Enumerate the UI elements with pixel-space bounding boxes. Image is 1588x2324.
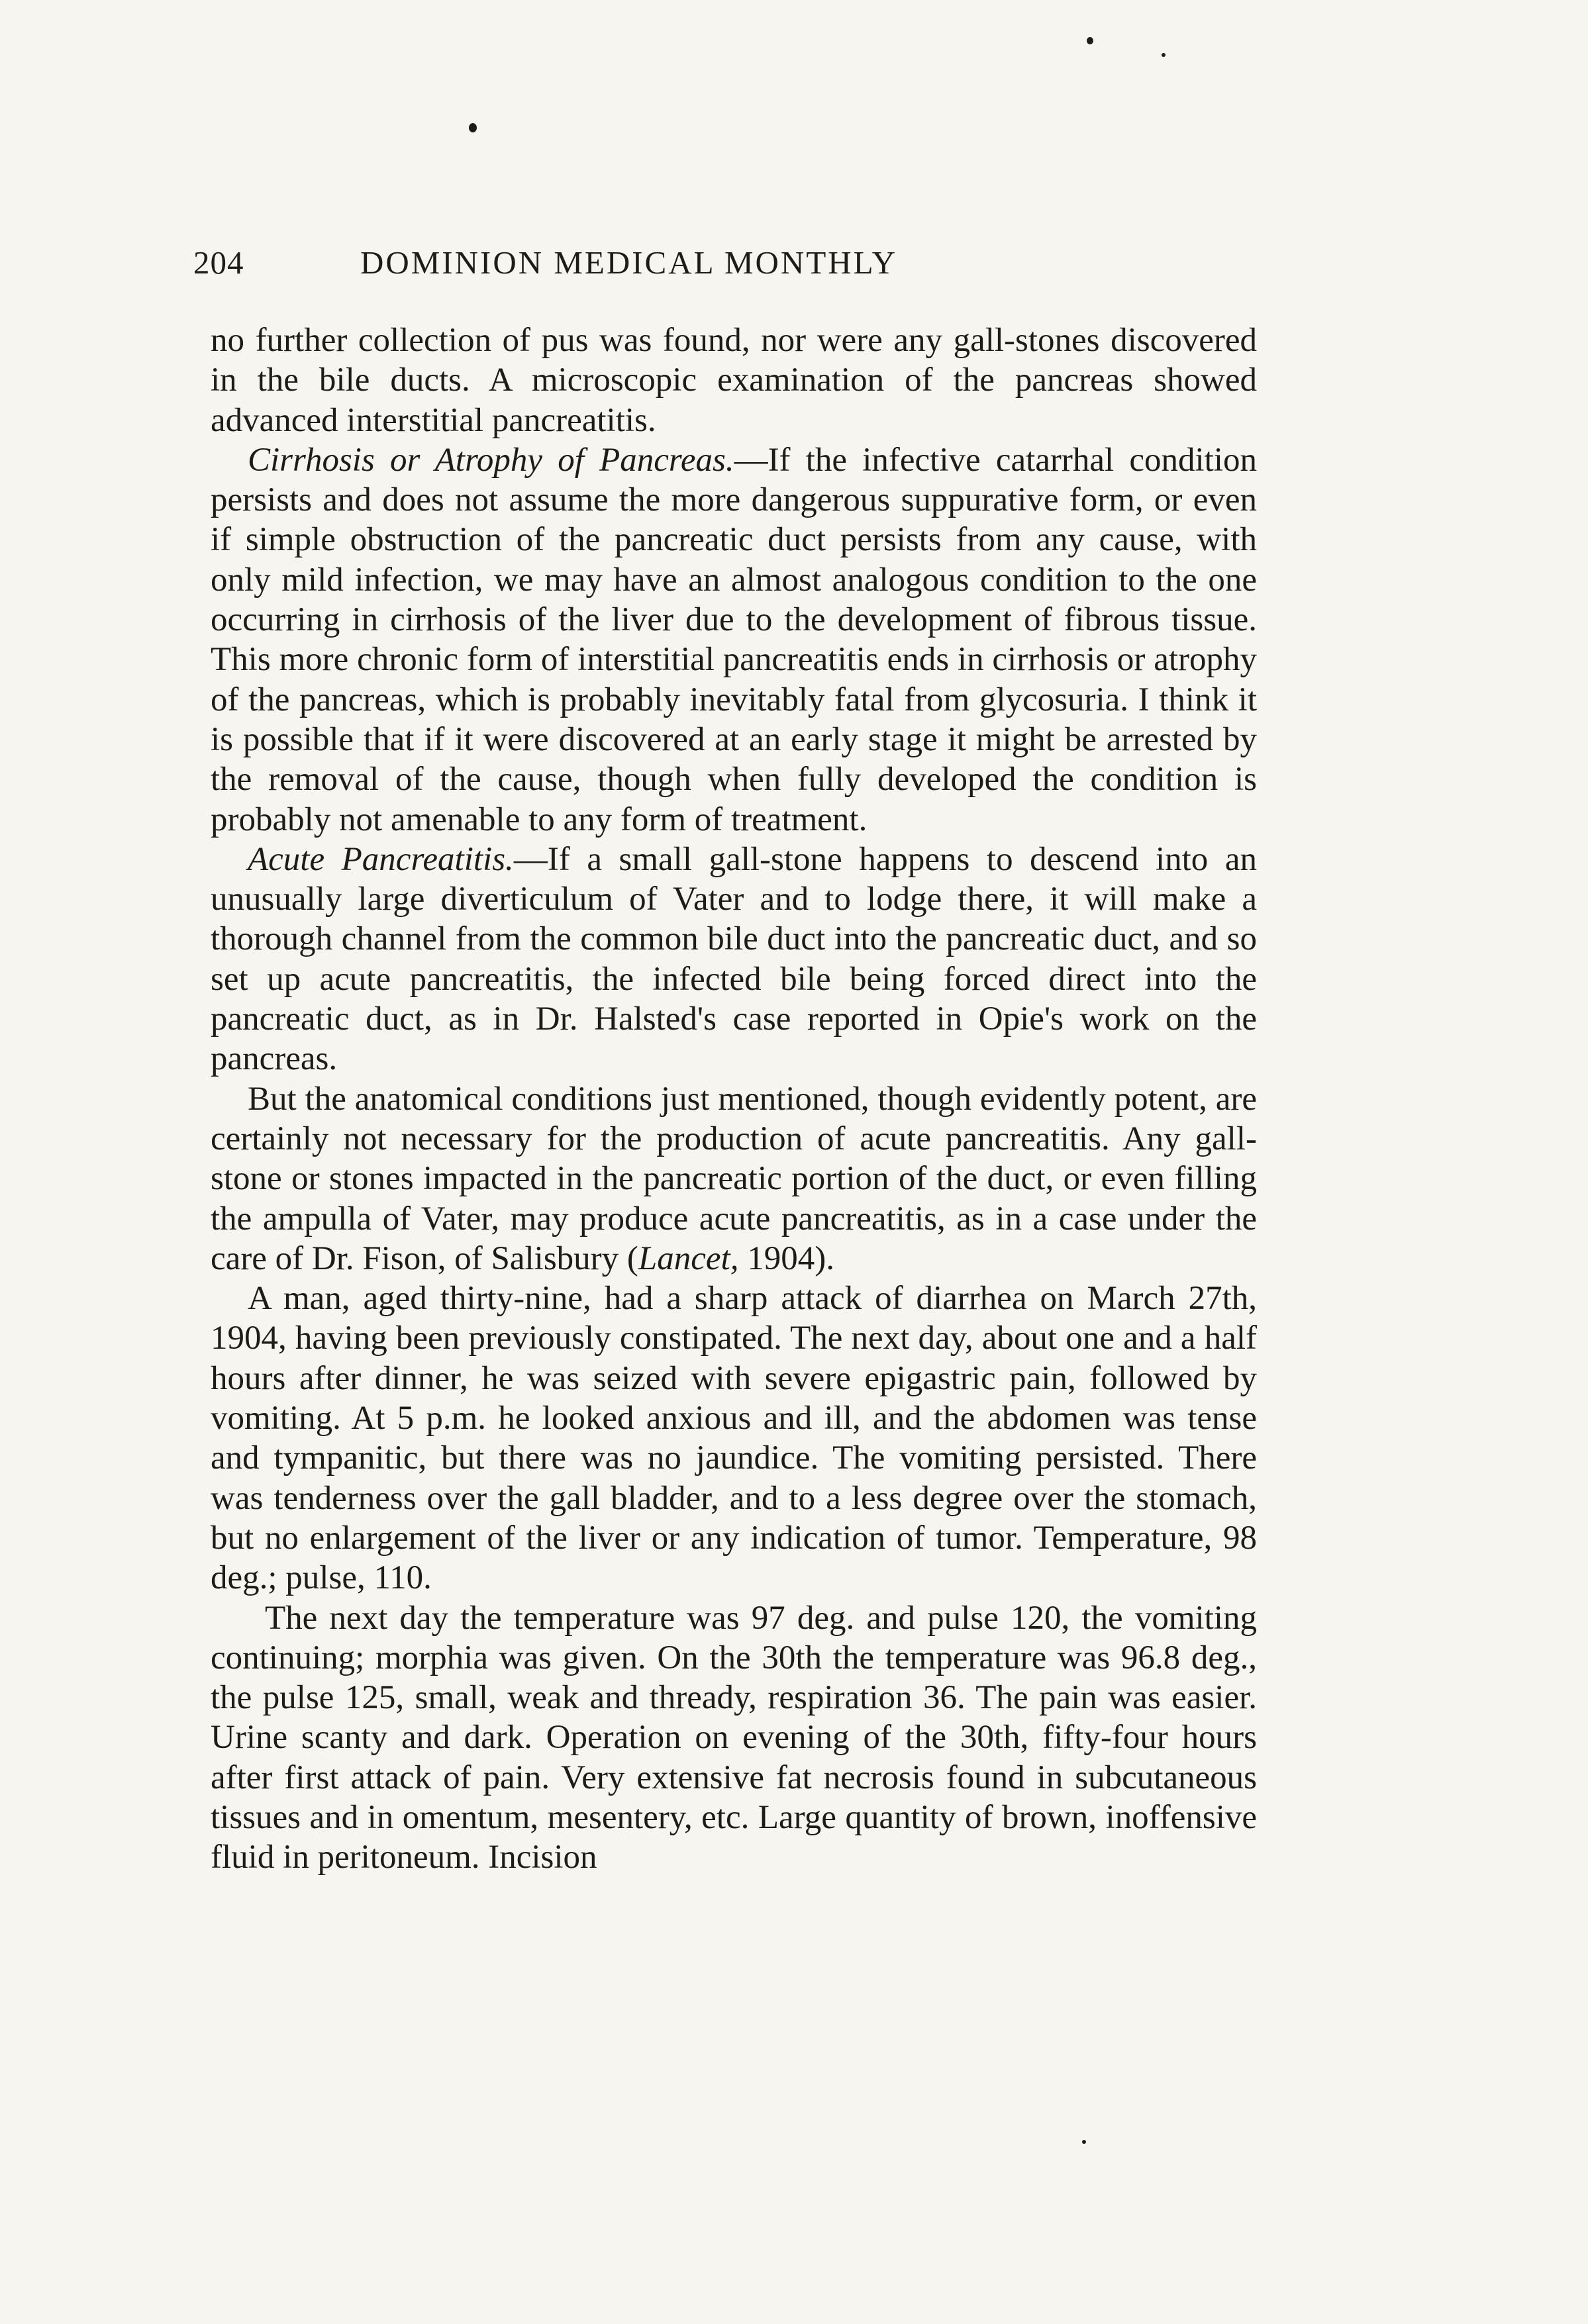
page-number: 204 xyxy=(193,244,244,281)
paragraph xyxy=(211,320,1257,440)
print-speck xyxy=(1082,2140,1086,2144)
section-heading: Acute Pancreatitis. xyxy=(248,840,514,878)
journal-citation: Lancet, xyxy=(638,1239,739,1277)
running-head: DOMINION MEDICAL MONTHLY xyxy=(360,244,898,281)
paragraph-text: —If the infective catarrhal condition persists and does not assume the more dangerous suppurative form, or even if simple obstruction of the pancreatic duct persists from any cause, with only mild infection, we may have an almost analogous condition to the one occurring in cirrhosis of the liver due to the development of fibrous tissue. This more chronic form of interstitial pancreatitis ends in cirrhosis or atrophy of the pancreas, which is probably inevitably fatal from glycosuria. I think it is possible that if it were discovered at an early stage it might be arrested by the removal of the cause, though when fully developed the condition is probably not amenable to any form of treatment. xyxy=(211,441,1258,838)
paragraph-text: A man, aged thirty-nine, had a sharp attack of diarrhea on March 27th, 1904, having been previously constipated. The next day, about one and a half hours after dinner, he was seized with severe epigastric pain, followed by vomiting. At 5 p.m. he looked anxious and ill, and the abdomen was tense and tympanitic, but there was no jaundice. The vomiting persisted. There was tenderness over the gall bladder, and to a less degree over the stomach, but no enlargement of the liver or any indication of tumor. Temperature, 98 deg.; pulse, 110. xyxy=(211,1280,1257,1597)
print-speck xyxy=(1162,53,1166,57)
paragraph xyxy=(211,1598,1257,1878)
paragraph-text: The next day the temperature was 97 deg. and pulse 120, the vomiting continuing; morphia was given. On the 30th the temperature was 96.8 deg., the pulse 125, small, weak and thready, respiration 36. The pain was easier. Urine scanty and dark. Operation on evening of the 30th, fifty-four hours after first attack of pain. Very extensive fat necrosis found in subcutaneous tissues and in omentum, mesentery, etc. Large quantity of brown, inoffensive fluid in peritoneum. Incision xyxy=(211,1599,1257,1876)
article-body xyxy=(211,320,1257,1878)
paragraph xyxy=(211,840,1257,1079)
paragraph xyxy=(211,1279,1257,1598)
paragraph xyxy=(211,440,1257,840)
paragraph xyxy=(211,1079,1257,1279)
page-header xyxy=(193,244,1064,290)
print-speck xyxy=(469,123,477,132)
paragraph-text-end: 1904). xyxy=(738,1239,834,1277)
print-speck xyxy=(1087,37,1093,44)
section-heading: Cirrhosis or Atrophy of Pancreas. xyxy=(248,441,734,479)
paragraph-text: no further collection of pus was found, nor were any gall-stones discovered in the bile ducts. A microscopic examination of the pancreas showed advanced interstitial pancreatitis. xyxy=(211,322,1257,439)
paragraph-text: —If a small gall-stone happens to descend into an unusually large diverticulum of Vater and to lodge there, it will make a thorough channel from the common bile duct into the pancreatic duct, and so set up acute pancreatitis, the infected bile being forced direct into the pancreatic duct, as in Dr. Halsted's case reported in Opie's work on the pancreas. xyxy=(211,840,1257,1078)
paragraph-text: But the anatomical conditions just mentioned, though evidently potent, are certainly not necessary for the production of acute pancreatitis. Any gall-stone or stones impacted in the pancreatic portion of the duct, or even filling the ampulla of Vater, may produce acute pancreatitis, as in a case under the care of Dr. Fison, of Salisbury ( xyxy=(211,1080,1257,1277)
